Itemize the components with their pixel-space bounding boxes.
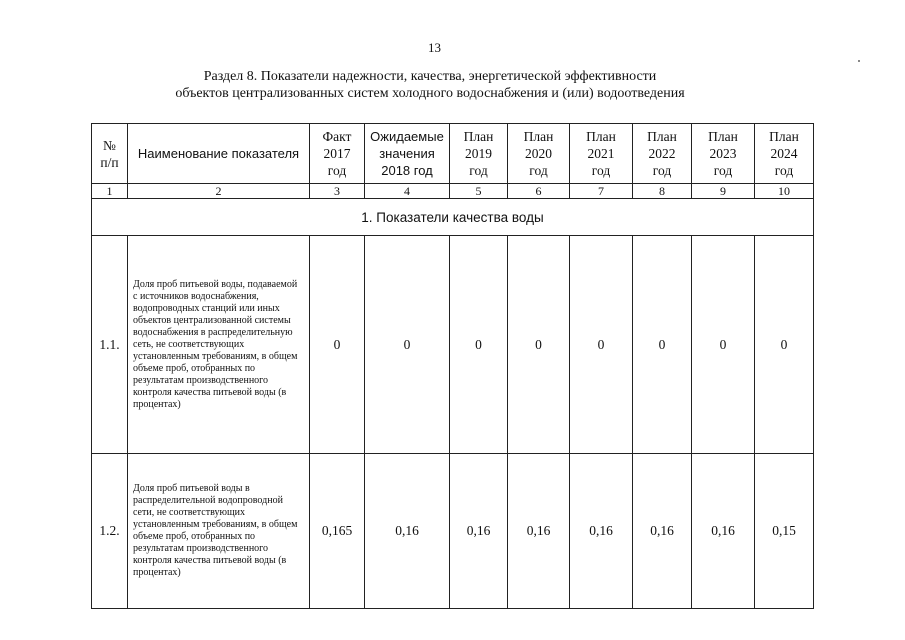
col-header-fact-2017-line1: Факт [322, 129, 352, 144]
section-heading-line-2: объектов централизованных систем холодного водоснабжения и (или) водоотведения [175, 86, 685, 101]
col-header-plan-2022 [633, 124, 692, 184]
col-header-plan-2022-line1: План [647, 129, 677, 144]
section-heading [140, 68, 720, 102]
col-header-plan-2023-line3: год [713, 163, 733, 178]
value-plan-2021: 0,16 [570, 454, 633, 609]
table-row [92, 454, 814, 609]
col-header-plan-2020-line3: год [529, 163, 548, 178]
col-header-number-line2: п/п [100, 154, 119, 170]
col-header-plan-2019 [450, 124, 508, 184]
column-number-row [92, 184, 814, 199]
row-description: Доля проб питьевой воды в распределительной водопроводной сети, не соответствующих установленным требованиям, в общем объеме проб, отобранных по результатам производственного контроля качества питьевой воды (в процентах) [128, 454, 310, 609]
value-plan-2021: 0 [570, 236, 633, 454]
table-header-row [92, 124, 814, 184]
section-heading-line-1: Раздел 8. Показатели надежности, качества, энергетической эффективности [203, 69, 657, 84]
col-header-plan-2019-line2: 2019 [465, 146, 492, 161]
col-header-plan-2024-line1: План [769, 129, 799, 144]
section-title: 1. Показатели качества воды [92, 199, 814, 236]
scan-speck [858, 60, 860, 62]
col-header-plan-2023 [692, 124, 755, 184]
column-number: 2 [128, 184, 310, 199]
table-row [92, 236, 814, 454]
value-expected-2018: 0 [365, 236, 450, 454]
value-plan-2022: 0,16 [633, 454, 692, 609]
col-header-plan-2021-line2: 2021 [587, 146, 615, 161]
col-header-plan-2024-line3: год [774, 163, 794, 178]
row-number: 1.2. [92, 454, 128, 609]
col-header-plan-2021 [570, 124, 633, 184]
col-header-plan-2023-line1: План [708, 129, 738, 144]
value-plan-2024: 0,15 [755, 454, 814, 609]
value-plan-2019: 0 [450, 236, 508, 454]
value-plan-2022: 0 [633, 236, 692, 454]
col-header-name [128, 124, 310, 184]
col-header-plan-2024-line2: 2024 [770, 146, 798, 161]
section-row [92, 199, 814, 236]
value-plan-2020: 0,16 [508, 454, 570, 609]
value-expected-2018: 0,16 [365, 454, 450, 609]
value-plan-2023: 0,16 [692, 454, 755, 609]
column-number: 6 [508, 184, 570, 199]
col-header-fact-2017-line2: 2017 [323, 146, 351, 161]
row-description: Доля проб питьевой воды, подаваемой с источников водоснабжения, водопроводных станций или иных объектов централизованной системы водоснабжения в распределительную сеть, не соответствующих установленным требованиям, в общем объеме проб, отобранных по результатам производственного контроля качества питьевой воды (в процентах) [128, 236, 310, 454]
col-header-plan-2023-line2: 2023 [709, 146, 737, 161]
col-header-expected-2018-line1: Ожидаемые [370, 129, 444, 144]
col-header-expected-2018-line2: значения [379, 146, 435, 161]
value-fact-2017: 0 [310, 236, 365, 454]
value-fact-2017: 0,165 [310, 454, 365, 609]
column-number: 7 [570, 184, 633, 199]
col-header-plan-2024 [755, 124, 814, 184]
col-header-plan-2019-line1: План [463, 129, 494, 144]
column-number: 4 [365, 184, 450, 199]
value-plan-2024: 0 [755, 236, 814, 454]
column-number: 10 [755, 184, 814, 199]
col-header-plan-2021-line3: год [591, 163, 611, 178]
column-number: 8 [633, 184, 692, 199]
col-header-plan-2021-line1: План [586, 129, 616, 144]
col-header-number [92, 124, 128, 184]
indicators-table [91, 123, 814, 609]
col-header-plan-2020-line1: План [523, 129, 554, 144]
column-number: 5 [450, 184, 508, 199]
page-number: 13 [428, 40, 441, 55]
column-number: 1 [92, 184, 128, 199]
col-header-number-line1: № [103, 137, 116, 153]
col-header-plan-2020 [508, 124, 570, 184]
col-header-fact-2017 [310, 124, 365, 184]
col-header-plan-2022-line2: 2022 [648, 146, 676, 161]
col-header-plan-2019-line3: год [469, 163, 488, 178]
col-header-plan-2022-line3: год [652, 163, 672, 178]
column-number: 3 [310, 184, 365, 199]
col-header-expected-2018-line3: 2018 год [381, 163, 433, 178]
col-header-fact-2017-line3: год [327, 163, 347, 178]
row-number: 1.1. [92, 236, 128, 454]
value-plan-2019: 0,16 [450, 454, 508, 609]
value-plan-2020: 0 [508, 236, 570, 454]
col-header-expected-2018 [365, 124, 450, 184]
value-plan-2023: 0 [692, 236, 755, 454]
column-number: 9 [692, 184, 755, 199]
col-header-plan-2020-line2: 2020 [525, 146, 552, 161]
col-header-name-label: Наименование показателя [137, 146, 300, 161]
